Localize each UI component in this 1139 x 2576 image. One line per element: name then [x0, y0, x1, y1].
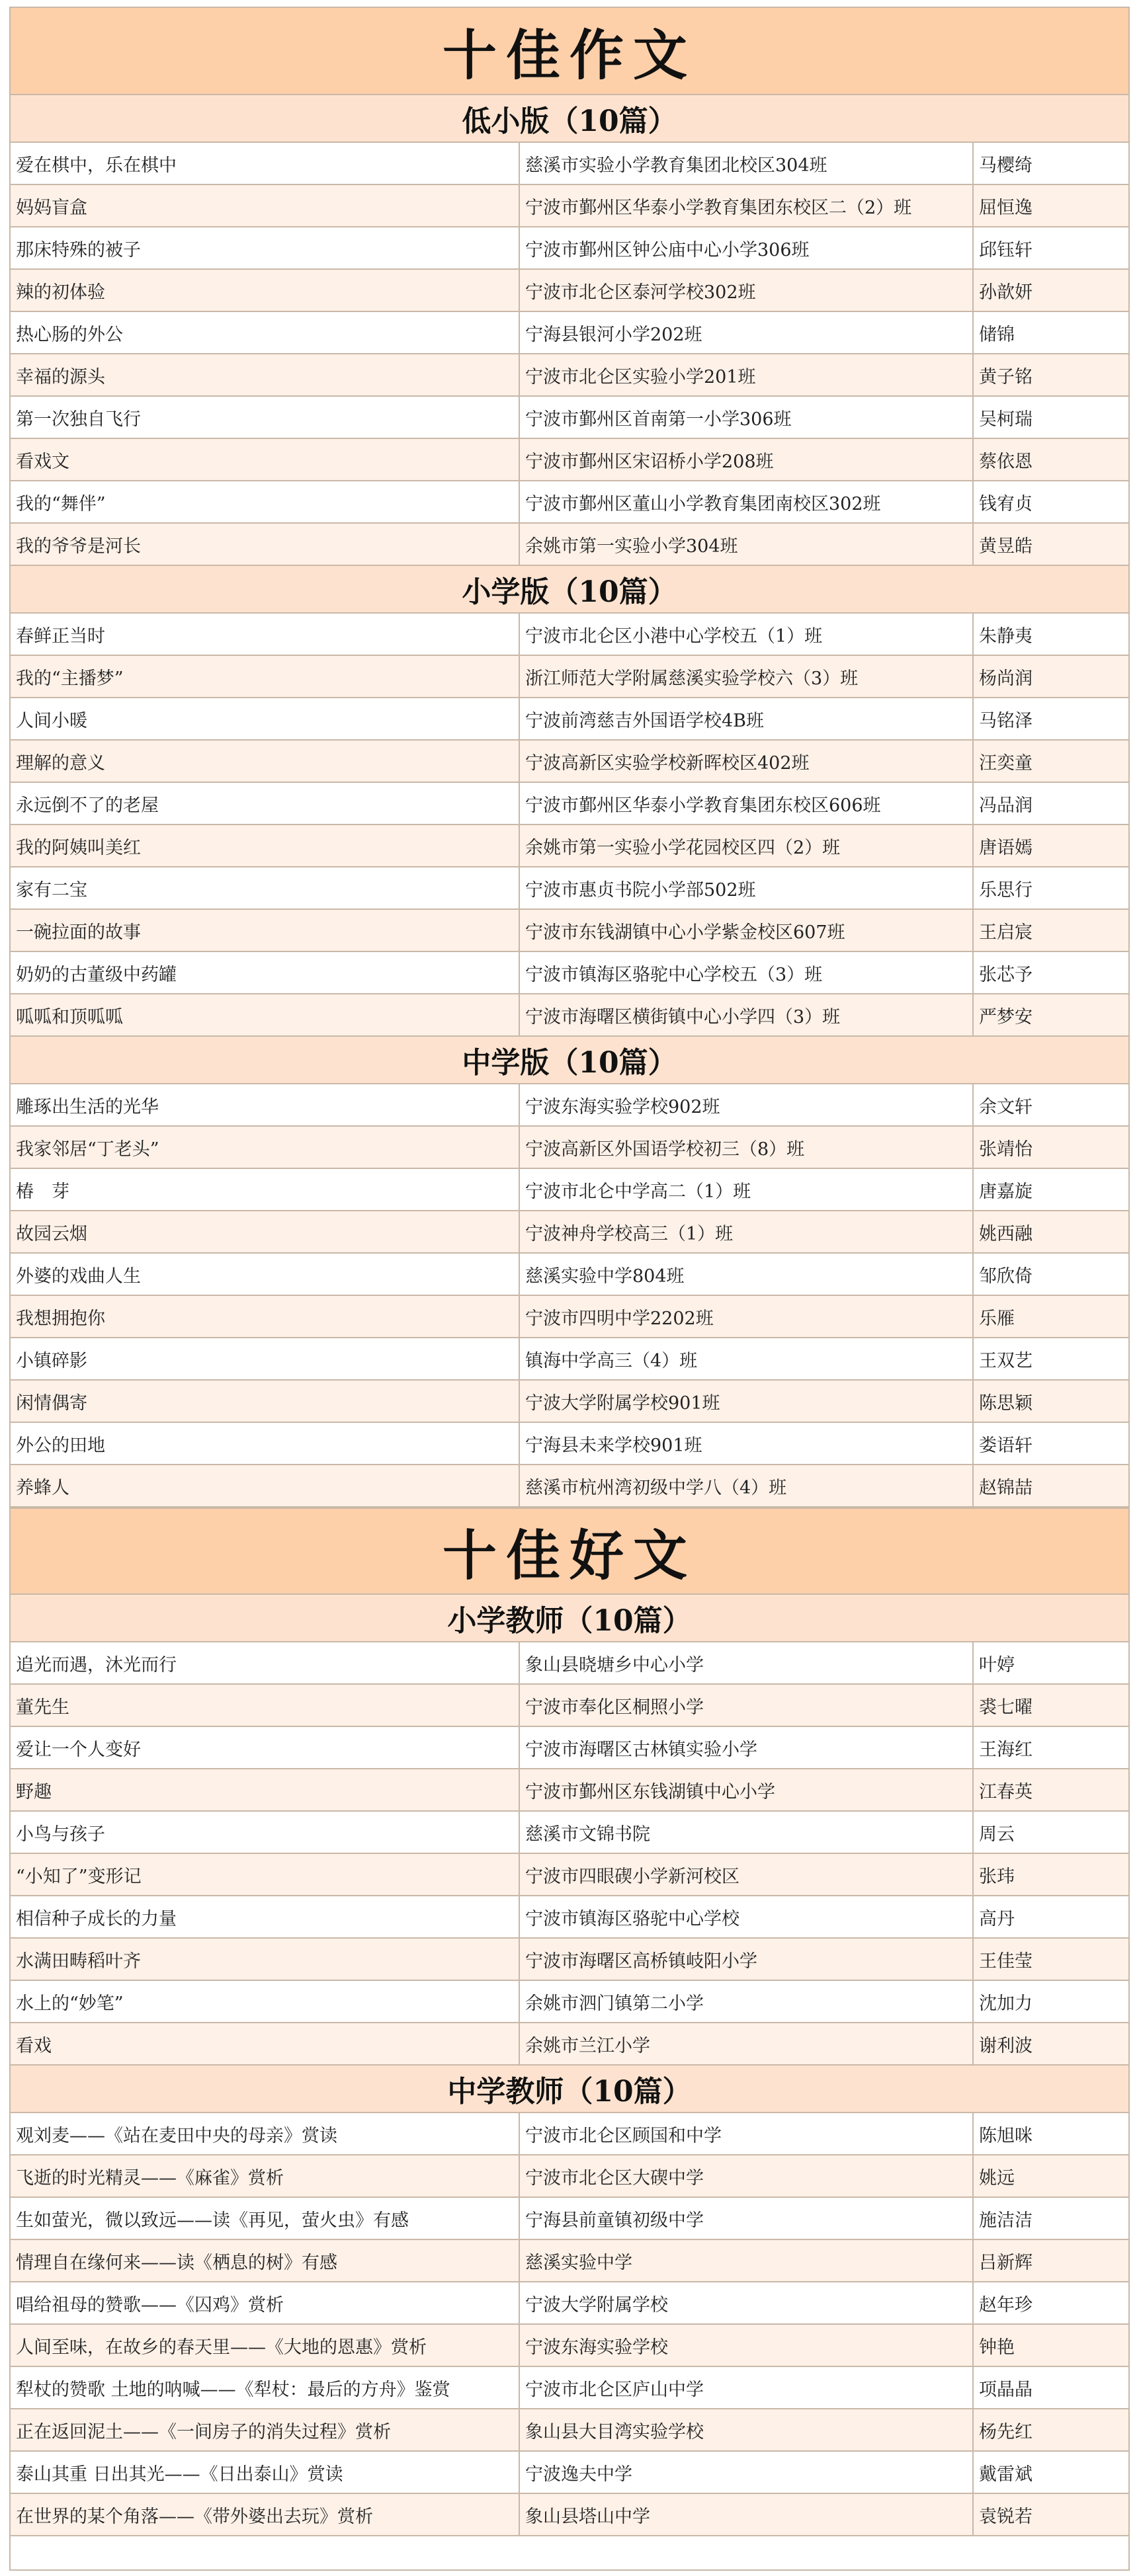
school-class-cell: 宁波市北仑区顾国和中学: [520, 2113, 974, 2154]
table-row: [11, 2452, 1128, 2494]
school-class-cell: 宁波市四明中学2202班: [520, 1296, 974, 1337]
school-class-cell: 宁波市鄞州区董山小学教育集团南校区302班: [520, 481, 974, 522]
author-cell: 袁锐若: [979, 2506, 1033, 2527]
school-class-cell: 宁波市北仑区泰河学校302班: [520, 270, 974, 311]
author-cell: 唐嘉旋: [979, 1181, 1033, 1202]
school-class-cell: 宁波前湾慈吉外国语学校4B班: [520, 698, 974, 739]
author-cell: 吕新辉: [979, 2252, 1033, 2273]
table-row: [11, 867, 1128, 910]
school-class-cell: 宁波市北仑区实验小学201班: [520, 354, 974, 395]
essay-title-cell: 人间至味，在故乡的春天里——《大地的恩惠》赏析: [11, 2325, 520, 2366]
table-row: [11, 656, 1128, 698]
table-row: [11, 741, 1128, 783]
author-cell: 叶婷: [979, 1654, 1015, 1675]
table-row: [11, 1939, 1128, 1981]
essay-title-cell: 生如萤光，微以致远——读《再见，萤火虫》有感: [11, 2198, 520, 2239]
author-cell: 吴柯瑞: [979, 409, 1033, 430]
essay-title-cell: 观刘麦——《站在麦田中央的母亲》赏读: [11, 2113, 520, 2154]
table-row: [11, 2409, 1128, 2452]
school-class-cell: 慈溪实验中学804班: [520, 1254, 974, 1295]
essay-title-cell: 野趣: [11, 1769, 520, 1810]
essay-title-cell: 外婆的戏曲人生: [11, 1254, 520, 1295]
author-cell: 王启宸: [979, 922, 1033, 943]
essay-title-cell: 外公的田地: [11, 1423, 520, 1464]
table-row: [11, 397, 1128, 439]
essay-title-cell: 爱让一个人变好: [11, 1727, 520, 1768]
table-row: [11, 2113, 1128, 2155]
school-class-cell: 宁波市鄞州区华泰小学教育集团东校区二（2）班: [520, 185, 974, 226]
author-cell: 赵锦喆: [979, 1477, 1033, 1498]
table-row: [11, 1169, 1128, 1211]
block-title: 十佳作文: [11, 8, 1128, 95]
author-cell: 朱静夷: [979, 625, 1033, 647]
essay-title-cell: 春鲜正当时: [11, 614, 520, 655]
table-row: [11, 1296, 1128, 1338]
essay-title-cell: “小知了”变形记: [11, 1854, 520, 1895]
table-row: [11, 1642, 1128, 1685]
school-class-cell: 慈溪市实验小学教育集团北校区304班: [520, 143, 974, 184]
author-cell: 赵年珍: [979, 2294, 1033, 2315]
school-class-cell: 宁波市鄞州区宋诏桥小学208班: [520, 439, 974, 480]
school-class-cell: 象山县塔山中学: [520, 2494, 974, 2535]
author-cell: 唐语嫣: [979, 837, 1033, 858]
school-class-cell: 宁波市北仑区庐山中学: [520, 2367, 974, 2408]
essay-title-cell: 我家邻居“丁老头”: [11, 1127, 520, 1168]
author-cell: 汪奕童: [979, 752, 1033, 774]
essay-title-cell: 正在返回泥土——《一间房子的消失过程》赏析: [11, 2409, 520, 2450]
school-class-cell: 宁波东海实验学校902班: [520, 1084, 974, 1125]
author-cell: 沈加力: [979, 1993, 1033, 2014]
school-class-cell: 宁波市北仑中学高二（1）班: [520, 1169, 974, 1210]
table-row: [11, 270, 1128, 312]
school-class-cell: 宁波市海曙区高桥镇岐阳小学: [520, 1939, 974, 1980]
school-class-cell: 宁波市北仑区小港中心学校五（1）班: [520, 614, 974, 655]
section-heading: 中学教师（10篇）: [11, 2066, 1128, 2113]
author-cell: 姚西融: [979, 1223, 1033, 1244]
table-row: [11, 1127, 1128, 1169]
author-cell: 马铭泽: [979, 710, 1033, 731]
table-row: [11, 994, 1128, 1037]
essay-title-cell: 永远倒不了的老屋: [11, 783, 520, 824]
author-cell: 黄昱皓: [979, 536, 1033, 557]
table-row: [11, 1769, 1128, 1812]
section-heading: 小学教师（10篇）: [11, 1595, 1128, 1642]
school-class-cell: 慈溪市杭州湾初级中学八（4）班: [520, 1465, 974, 1506]
author-cell: 娄语轩: [979, 1435, 1033, 1456]
table-row: [11, 2023, 1128, 2066]
table-row: [11, 439, 1128, 481]
author-cell: 储锦: [979, 324, 1015, 345]
school-class-cell: 宁波市海曙区横街镇中心小学四（3）班: [520, 994, 974, 1035]
essay-title-cell: 理解的意义: [11, 741, 520, 782]
table-row: [11, 2198, 1128, 2240]
author-cell: 钱宥贞: [979, 493, 1033, 514]
school-class-cell: 宁波市海曙区古林镇实验小学: [520, 1727, 974, 1768]
author-cell: 乐雁: [979, 1308, 1015, 1329]
essay-title-cell: 第一次独自飞行: [11, 397, 520, 438]
author-cell: 杨尚润: [979, 668, 1033, 689]
author-cell: 屈恒逸: [979, 197, 1033, 218]
author-cell: 孙歆妍: [979, 282, 1033, 303]
school-class-cell: 宁波市镇海区骆驼中心学校: [520, 1896, 974, 1937]
school-class-cell: 宁波大学附属学校901班: [520, 1381, 974, 1422]
author-cell: 谢利波: [979, 2035, 1033, 2056]
school-class-cell: 宁波市鄞州区首南第一小学306班: [520, 397, 974, 438]
author-cell: 裘七曜: [979, 1697, 1033, 1718]
table-row: [11, 1981, 1128, 2023]
essay-title-cell: 椿 芽: [11, 1169, 520, 1210]
author-cell: 姚远: [979, 2167, 1015, 2189]
author-cell: 余文轩: [979, 1096, 1033, 1117]
school-class-cell: 宁波市镇海区骆驼中心学校五（3）班: [520, 952, 974, 993]
table-row: [11, 227, 1128, 270]
school-class-cell: 宁波市奉化区桐照小学: [520, 1685, 974, 1726]
essay-title-cell: 闲情偶寄: [11, 1381, 520, 1422]
school-class-cell: 宁波市东钱湖镇中心小学紫金校区607班: [520, 910, 974, 951]
essay-title-cell: 我想拥抱你: [11, 1296, 520, 1337]
table-row: [11, 2155, 1128, 2198]
table-row: [11, 1381, 1128, 1423]
essay-title-cell: 飞逝的时光精灵——《麻雀》赏析: [11, 2155, 520, 2196]
table-row: [11, 354, 1128, 397]
author-cell: 严梦安: [979, 1006, 1033, 1027]
author-cell: 张玮: [979, 1866, 1015, 1887]
author-cell: 王双艺: [979, 1350, 1033, 1371]
table-row: [11, 1423, 1128, 1465]
essay-title-cell: 小镇碎影: [11, 1338, 520, 1379]
table-row: [11, 825, 1128, 867]
essay-title-cell: 呱呱和顶呱呱: [11, 994, 520, 1035]
author-cell: 马樱绮: [979, 155, 1033, 176]
school-class-cell: 宁海县银河小学202班: [520, 312, 974, 353]
school-class-cell: 宁波大学附属学校: [520, 2282, 974, 2323]
school-class-cell: 宁波市四眼碶小学新河校区: [520, 1854, 974, 1895]
school-class-cell: 宁波高新区实验学校新晖校区402班: [520, 741, 974, 782]
author-cell: 高丹: [979, 1908, 1015, 1929]
essay-title-cell: 水上的“妙笔”: [11, 1981, 520, 2022]
essay-title-cell: 爱在棋中，乐在棋中: [11, 143, 520, 184]
essay-title-cell: 水满田畴稻叶齐: [11, 1939, 520, 1980]
essay-title-cell: 在世界的某个角落——《带外婆出去玩》赏析: [11, 2494, 520, 2535]
essay-title-cell: 故园云烟: [11, 1211, 520, 1252]
table-row: [11, 312, 1128, 354]
essay-title-cell: 人间小暖: [11, 698, 520, 739]
school-class-cell: 宁波东海实验学校: [520, 2325, 974, 2366]
essay-title-cell: 家有二宝: [11, 867, 520, 908]
essay-title-cell: 我的爷爷是河长: [11, 524, 520, 565]
table-row: [11, 1896, 1128, 1939]
table-row: [11, 481, 1128, 524]
essay-title-cell: 追光而遇，沐光而行: [11, 1642, 520, 1683]
author-cell: 周云: [979, 1824, 1015, 1845]
author-cell: 江春英: [979, 1781, 1033, 1802]
table-row: [11, 614, 1128, 656]
author-cell: 冯品润: [979, 795, 1033, 816]
essay-title-cell: 一碗拉面的故事: [11, 910, 520, 951]
essay-title-cell: 董先生: [11, 1685, 520, 1726]
table-row: [11, 2282, 1128, 2325]
essay-title-cell: 妈妈盲盒: [11, 185, 520, 226]
school-class-cell: 余姚市第一实验小学304班: [520, 524, 974, 565]
table-row: [11, 910, 1128, 952]
essay-title-cell: 唱给祖母的赞歌——《囚鸡》赏析: [11, 2282, 520, 2323]
essay-title-cell: 我的“主播梦”: [11, 656, 520, 697]
school-class-cell: 宁波高新区外国语学校初三（8）班: [520, 1127, 974, 1168]
essay-title-cell: 泰山其重 日出其光——《日出泰山》赏读: [11, 2452, 520, 2493]
school-class-cell: 余姚市第一实验小学花园校区四（2）班: [520, 825, 974, 866]
school-class-cell: 镇海中学高三（4）班: [520, 1338, 974, 1379]
table-row: [11, 1685, 1128, 1727]
table-row: [11, 1854, 1128, 1896]
school-class-cell: 象山县晓塘乡中心小学: [520, 1642, 974, 1683]
table-row: [11, 2367, 1128, 2409]
school-class-cell: 余姚市兰江小学: [520, 2023, 974, 2064]
school-class-cell: 余姚市泗门镇第二小学: [520, 1981, 974, 2022]
school-class-cell: 宁波市鄞州区华泰小学教育集团东校区606班: [520, 783, 974, 824]
table-row: [11, 1812, 1128, 1854]
school-class-cell: 宁波市惠贞书院小学部502班: [520, 867, 974, 908]
school-class-cell: 宁波市北仑区大碶中学: [520, 2155, 974, 2196]
school-class-cell: 慈溪实验中学: [520, 2240, 974, 2281]
school-class-cell: 宁波逸夫中学: [520, 2452, 974, 2493]
essay-title-cell: 幸福的源头: [11, 354, 520, 395]
author-cell: 王海红: [979, 1739, 1033, 1760]
school-class-cell: 宁波市鄞州区钟公庙中心小学306班: [520, 227, 974, 268]
author-cell: 钟艳: [979, 2337, 1015, 2358]
author-cell: 施洁洁: [979, 2210, 1033, 2231]
essay-title-cell: 相信种子成长的力量: [11, 1896, 520, 1937]
school-class-cell: 慈溪市文锦书院: [520, 1812, 974, 1853]
essay-title-cell: 小鸟与孩子: [11, 1812, 520, 1853]
table-row: [11, 698, 1128, 741]
author-cell: 陈旭咪: [979, 2125, 1033, 2146]
essay-title-cell: 养蜂人: [11, 1465, 520, 1506]
section-heading: 低小版（10篇）: [11, 95, 1128, 143]
school-class-cell: 宁波神舟学校高三（1）班: [520, 1211, 974, 1252]
table-row: [11, 143, 1128, 185]
author-cell: 邱钰轩: [979, 239, 1033, 261]
essay-title-cell: 情理自在缘何来——读《栖息的树》有感: [11, 2240, 520, 2281]
author-cell: 陈思颖: [979, 1392, 1033, 1414]
essay-title-cell: 热心肠的外公: [11, 312, 520, 353]
essay-title-cell: 看戏: [11, 2023, 520, 2064]
essay-title-cell: 犁杖的赞歌 土地的呐喊——《犁杖：最后的方舟》鉴赏: [11, 2367, 520, 2408]
table-row: [11, 1727, 1128, 1769]
essay-title-cell: 雕琢出生活的光华: [11, 1084, 520, 1125]
table-row: [11, 1338, 1128, 1381]
author-cell: 张靖怡: [979, 1139, 1033, 1160]
table-row: [11, 1465, 1128, 1508]
essay-title-cell: 我的阿姨叫美红: [11, 825, 520, 866]
school-class-cell: 宁海县未来学校901班: [520, 1423, 974, 1464]
author-cell: 邹欣倚: [979, 1266, 1033, 1287]
table-row: [11, 2240, 1128, 2282]
table-row: [11, 783, 1128, 825]
table-row: [11, 1084, 1128, 1127]
author-cell: 蔡依恩: [979, 451, 1033, 472]
essay-title-cell: 辣的初体验: [11, 270, 520, 311]
author-cell: 乐思行: [979, 879, 1033, 901]
author-cell: 张芯予: [979, 964, 1033, 985]
table-row: [11, 2325, 1128, 2367]
table-row: [11, 952, 1128, 994]
author-cell: 杨先红: [979, 2421, 1033, 2442]
award-list-table: [9, 7, 1130, 2571]
table-row: [11, 185, 1128, 227]
essay-title-cell: 看戏文: [11, 439, 520, 480]
author-cell: 王佳莹: [979, 1951, 1033, 1972]
section-heading: 小学版（10篇）: [11, 566, 1128, 614]
essay-title-cell: 那床特殊的被子: [11, 227, 520, 268]
table-row: [11, 2494, 1128, 2536]
essay-title-cell: 我的“舞伴”: [11, 481, 520, 522]
table-row: [11, 524, 1128, 566]
school-class-cell: 宁波市鄞州区东钱湖镇中心小学: [520, 1769, 974, 1810]
section-heading: 中学版（10篇）: [11, 1037, 1128, 1084]
essay-title-cell: 奶奶的古董级中药罐: [11, 952, 520, 993]
block-title: 十佳好文: [11, 1508, 1128, 1595]
author-cell: 黄子铭: [979, 366, 1033, 387]
table-row: [11, 1211, 1128, 1254]
author-cell: 戴雷斌: [979, 2464, 1033, 2485]
school-class-cell: 浙江师范大学附属慈溪实验学校六（3）班: [520, 656, 974, 697]
table-row: [11, 1254, 1128, 1296]
school-class-cell: 宁海县前童镇初级中学: [520, 2198, 974, 2239]
school-class-cell: 象山县大目湾实验学校: [520, 2409, 974, 2450]
author-cell: 项晶晶: [979, 2379, 1033, 2400]
